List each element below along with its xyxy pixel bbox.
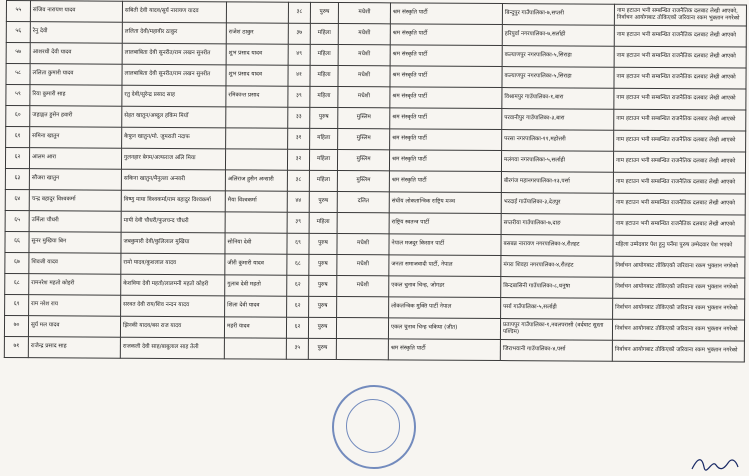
remark-cell: नाम हटाउन भनी सम्बन्धित राजनैतिक दलबाट लेखी आएको	[614, 67, 746, 89]
group-cell	[336, 318, 388, 339]
parents-names-cell: विष्णु माया विश्वकर्मा/राम बहादुर विश्वकर्मा	[121, 190, 225, 212]
remark-cell: निर्वाचन आयोगबाट तोकिएको जरिवाना रकम भुक्तान नगरेको	[612, 340, 744, 362]
party-name-cell: राष्ट्रिय स्वतन्त्र पार्टी	[389, 213, 501, 235]
serial-number-cell: ५५	[6, 1, 30, 22]
serial-number-cell: ५८	[6, 64, 30, 85]
remark-cell: महिला उम्मेदवार पेश हुनु पर्नेमा पुरुष उम्मेदवार पेश भएको	[613, 235, 745, 257]
parents-names-cell: राजकली देवी साह/बाबुलाल साह तेली	[120, 337, 224, 359]
age-cell: ३३	[288, 107, 310, 128]
group-cell: मधेशी	[338, 45, 390, 66]
serial-number-cell: ५९	[6, 85, 30, 106]
gender-cell: महिला	[310, 44, 338, 65]
address-cell: हरिपुर्वा नगरपालिका-७,सर्लाही	[502, 25, 614, 47]
serial-number-cell: ७१	[4, 336, 28, 357]
group-cell	[337, 213, 389, 234]
party-name-cell: एकल चुनाव चिन्ह, जोगडर	[389, 276, 501, 298]
address-cell: कल्याणपुर नगरपालिका-५,सिराहा	[502, 46, 614, 68]
serial-number-cell: ६३	[5, 168, 29, 189]
spouse-name-cell	[225, 212, 287, 233]
group-cell: मुस्लिम	[337, 150, 389, 171]
address-cell: बिन्दुपुर गाउँपालिका-७,सप्तरी	[502, 4, 614, 26]
gender-cell: महिला	[309, 170, 337, 191]
party-name-cell: श्रम संस्कृति पार्टी	[390, 129, 502, 151]
age-cell: ६८	[287, 254, 309, 275]
parents-names-cell: जबकुमारी देवी/कुलिलाल मुखिया	[121, 232, 225, 254]
remark-cell: नाम हटाउन भनी सम्बन्धित राजनैतिक दलबाट लेखी आएको	[613, 172, 745, 194]
candidate-name-cell: आलम आरा	[29, 148, 121, 170]
gender-cell: पुरुष	[309, 275, 337, 296]
serial-number-cell: ६५	[5, 210, 29, 231]
address-cell: परसा नगरपालिका-११,महोत्तरी	[502, 130, 614, 152]
address-cell: बीरगंज महानगरपालिका-१३,पर्सा	[501, 172, 613, 194]
party-name-cell: श्रम संस्कृति पार्टी	[388, 339, 500, 361]
group-cell: मधेशी	[337, 234, 389, 255]
gender-cell: महिला	[310, 65, 338, 86]
address-cell: विश्रामपुर गाउँपालिका-१,बारा	[502, 88, 614, 110]
candidate-name-cell: सुर्य मल यादव	[28, 316, 120, 338]
remark-cell: नाम हटाउन भनी सम्बन्धित राजनैतिक दलबाट लेखी आएको	[614, 109, 746, 131]
candidate-name-cell: जहाङ्गत हुसेन हवारी	[30, 106, 122, 128]
candidate-name-cell: चन्द्र बहादुर विश्वकर्मा	[29, 190, 121, 212]
candidate-name-cell: सौजरा खातुन	[29, 169, 121, 191]
remark-cell: निर्वाचन आयोगबाट तोकिएको जरिवाना रकम भुक्तान नगरेको	[613, 298, 745, 320]
signature	[690, 455, 740, 473]
serial-number-cell: ६७	[5, 252, 29, 273]
group-cell	[337, 297, 389, 318]
group-cell	[336, 339, 388, 360]
party-name-cell: नेपाल मजदुर किसान पार्टी	[389, 234, 501, 256]
group-cell: मधेशी	[338, 66, 390, 87]
remark-cell: निर्वाचन आयोगबाट तोकिएको जरिवाना रकम भुक्तान नगरेको	[613, 277, 745, 299]
spouse-name-cell: शुभ प्रसाद यादव	[226, 44, 288, 65]
address-cell: मंगरा शिवहा नगरपालिका-४,रौतहट	[501, 256, 613, 278]
gender-cell: पुरुष	[309, 191, 337, 212]
address-cell: मलंगवा नगरपालिका-५,सर्लाही	[501, 151, 613, 173]
age-cell: ३८	[288, 2, 310, 23]
candidate-name-cell: सुनर मुखिया बिन	[29, 232, 121, 254]
gender-cell: पुरुष	[308, 317, 336, 338]
party-name-cell: श्रम संस्कृति पार्टी	[390, 87, 502, 109]
serial-number-cell: ६१	[6, 127, 30, 148]
candidate-name-cell: राम नरेश राय	[29, 295, 121, 317]
address-cell: पर्सा गाउँपालिका-५,सर्लाही	[501, 298, 613, 320]
spouse-name-cell: गुलाब देवी महतो	[225, 275, 287, 296]
parents-names-cell: केशविया देवी महतो/लालमनी महतो कोइरी	[121, 274, 225, 296]
spouse-name-cell: जीरी कुमारी यादव	[225, 254, 287, 275]
spouse-name-cell	[225, 149, 287, 170]
spouse-name-cell: शुभ प्रसाद यादव	[226, 65, 288, 86]
group-cell: मधेशी	[337, 276, 389, 297]
parents-names-cell: रामो यादव/कुशलाल यादव	[121, 253, 225, 275]
party-name-cell: संघीय लोकतान्त्रिक राष्ट्रिय मञ्च	[389, 192, 501, 214]
spouse-name-cell	[224, 338, 286, 359]
candidate-table-body	[4, 1, 746, 363]
remark-cell: नाम हटाउन भनी सम्बन्धित राजनैतिक दलबाट लेखी आएको	[614, 46, 746, 68]
gender-cell: महिला	[310, 23, 338, 44]
gender-cell: पुरुष	[309, 254, 337, 275]
parents-names-cell: कैफुन खातुन/मो. जुमराती नदाफ	[122, 127, 226, 149]
age-cell: ३७	[288, 23, 310, 44]
gender-cell: महिला	[310, 86, 338, 107]
party-name-cell: श्रम संस्कृति पार्टी	[390, 3, 502, 25]
serial-number-cell: ६६	[5, 231, 29, 252]
address-cell: परवानीपुर गाउँपालिका-३,बारा	[502, 109, 614, 131]
candidate-name-cell: रामनरेश महतो कोइरी	[29, 274, 121, 296]
serial-number-cell: ६९	[5, 294, 29, 315]
serial-number-cell: ५७	[6, 43, 30, 64]
address-cell: प्रतापपुर गाउँपालिका-१,नवलपरासी (वर्दघाट सुस्ता पश्चिम)	[500, 319, 612, 341]
candidate-table	[4, 0, 747, 363]
remark-cell: निर्वाचन आयोगबाट तोकिएको जरिवाना रकम भुक्तान नगरेको	[613, 256, 745, 278]
age-cell: ३१	[288, 128, 310, 149]
spouse-name-cell: रमिकान्त प्रसाद	[226, 86, 288, 107]
parents-names-cell: झिनकी यादव/बस राज यादव	[120, 316, 224, 338]
group-cell: मधेशी	[338, 3, 390, 24]
gender-cell: पुरुष	[309, 233, 337, 254]
age-cell: ४९	[288, 44, 310, 65]
party-name-cell: एकल चुनाव चिन्ह चकिया (जीत)	[388, 318, 500, 340]
party-name-cell: श्रम संस्कृति पार्टी	[390, 108, 502, 130]
address-cell: जिराभवानी गाउँपालिका-४,पर्सा	[500, 340, 612, 362]
age-cell: ६२	[286, 317, 308, 338]
candidate-name-cell: राजेन्द्र प्रसाद साह	[28, 337, 120, 359]
address-cell: भरदाई गाउँपालिका-३,देउपुर	[501, 193, 613, 215]
group-cell: दलित	[337, 192, 389, 213]
candidate-name-cell: आशरथी देवी यादव	[30, 43, 122, 65]
candidate-name-cell: संजिव नारायण यादव	[30, 1, 122, 23]
address-cell: बसबन्न नारायण नगरपालिका-४,रौतहट	[501, 235, 613, 257]
parents-names-cell: सकिना खातुन/मैनुल्ला अन्सारी	[121, 169, 225, 191]
spouse-name-cell	[226, 128, 288, 149]
age-cell: ४४	[287, 191, 309, 212]
age-cell: ३८	[287, 170, 309, 191]
address-cell: कल्याणपुर नगरपालिका-५,सिराहा	[502, 67, 614, 89]
parents-names-cell: ललिता देवी/महावीर ठाकुर	[122, 22, 226, 44]
spouse-name-cell	[226, 107, 288, 128]
candidate-name-cell: रेनु देवी	[30, 22, 122, 44]
gender-cell: महिला	[309, 149, 337, 170]
age-cell: ३९	[288, 86, 310, 107]
remark-cell: नाम हटाउन भनी सम्बन्धित राजनैतिक दलबाट लेखी आएको	[613, 151, 745, 173]
parents-names-cell: लालबाबिता देवी सुनरीत/राम लखन सुनरीत	[122, 64, 226, 86]
age-cell: ३५	[286, 338, 308, 359]
group-cell: मुस्लिम	[338, 108, 390, 129]
group-cell: मुस्लिम	[337, 171, 389, 192]
parents-names-cell: सबिती देवी यादव/सुर्य नारायण यादव	[122, 1, 226, 23]
candidate-name-cell: रिया कुमारी साह	[30, 85, 122, 107]
remark-cell: नाम हटाउन भनी सम्बन्धित राजनैतिक दलबाट लेखी आएको	[614, 25, 746, 47]
party-name-cell: श्रम संस्कृति पार्टी	[390, 66, 502, 88]
age-cell: ६२	[287, 296, 309, 317]
spouse-name-cell: शिला देवी यादव	[225, 296, 287, 317]
party-name-cell: श्रम संस्कृति पार्टी	[390, 24, 502, 46]
serial-number-cell: ६४	[5, 189, 29, 210]
party-name-cell: लोकतन्त्रिक मुक्ति पार्टी नेपाल	[389, 297, 501, 319]
serial-number-cell: ५६	[6, 22, 30, 43]
candidate-name-cell: समिना खातुन	[30, 127, 122, 149]
party-name-cell: श्रम संस्कृति पार्टी	[389, 171, 501, 193]
remark-cell: नाम हटाउन भनी सम्बन्धित राजनैतिक दलबाट लेखी आएको	[613, 193, 745, 215]
age-cell: ६९	[287, 233, 309, 254]
parents-names-cell: गुलनहार बेगम/अल्फराज अलि मिया	[121, 148, 225, 170]
parents-names-cell: लालबाबिता देवी सुनरीत/राम लखन सुनरीत	[122, 43, 226, 65]
remark-cell: नाम हटाउन भनी सम्बन्धित राजनैतिक दलबाट लेखी आएको	[614, 130, 746, 152]
age-cell: ६२	[287, 275, 309, 296]
group-cell: मधेशी	[338, 24, 390, 45]
address-cell: बिन्दबासिनी गाउँपालिका-८,धनुषा	[501, 277, 613, 299]
spouse-name-cell: राजेश ठाकुर	[226, 23, 288, 44]
spouse-name-cell: महरी यादव	[224, 317, 286, 338]
table-row	[4, 336, 744, 362]
official-seal	[332, 385, 416, 469]
age-cell: ३२	[287, 149, 309, 170]
serial-number-cell: ६०	[6, 106, 30, 127]
gender-cell: महिला	[310, 128, 338, 149]
serial-number-cell: ७०	[4, 315, 28, 336]
serial-number-cell: ६२	[5, 148, 29, 169]
remark-cell: नाम हटाउन भनी सम्बन्धित राजनैतिक दलबाट लेखी आएको	[613, 214, 745, 236]
gender-cell: पुरुष	[309, 296, 337, 317]
address-cell: सप्तरीया गाउँपालिका-७,दाङ	[501, 214, 613, 236]
age-cell: ४१	[288, 65, 310, 86]
candidate-name-cell: शिवजी यादव	[29, 253, 121, 275]
gender-cell: पुरुष	[310, 107, 338, 128]
gender-cell: पुरुष	[310, 2, 338, 23]
group-cell: मुस्लिम	[338, 129, 390, 150]
parents-names-cell: रतु देवी/सुरेन्द्र प्रसाद साह	[122, 85, 226, 107]
gender-cell: महिला	[309, 212, 337, 233]
party-name-cell: श्रम संस्कृति पार्टी	[390, 45, 502, 67]
remark-cell: निर्वाचन आयोगबाट तोकिएको जरिवाना रकम भुक्तान नगरेको	[612, 319, 744, 341]
spouse-name-cell: सोनिया देवी	[225, 233, 287, 254]
candidate-name-cell: ललिता कुमारी यादव	[30, 64, 122, 86]
candidate-name-cell: उर्मिला चौधरी	[29, 211, 121, 233]
serial-number-cell: ६८	[5, 273, 29, 294]
parents-names-cell: मायी देवी चौधरी/फुलचन्द चौधरी	[121, 211, 225, 233]
remark-cell: नाम हटाउन भनी सम्बन्धित राजनैतिक दलबाट लेखी आएको	[614, 88, 746, 110]
group-cell: मधेशी	[338, 87, 390, 108]
party-name-cell: श्रम संस्कृति पार्टी	[389, 150, 501, 172]
spouse-name-cell	[226, 2, 288, 23]
remark-cell: नाम हटाउन भनी सम्बन्धित राजनैतिक दलबाट लेखी आएको, निर्वाचन आयोगबाट तोकिएको जरिवाना रकम भुक्तान नगरेको	[614, 4, 746, 26]
parents-names-cell: सरवत देवी राय/शिव नन्दन यादव	[121, 295, 225, 317]
party-name-cell: जनता समाजवादी पार्टी, नेपाल	[389, 255, 501, 277]
age-cell: ३९	[287, 212, 309, 233]
spouse-name-cell: मैया विश्वकर्मा	[225, 191, 287, 212]
parents-names-cell: सेहत खातुन/अब्दुल हकिम मियाँ	[122, 106, 226, 128]
gender-cell: पुरुष	[308, 338, 336, 359]
spouse-name-cell: अलिराज हुसैन अन्सारी	[225, 170, 287, 191]
group-cell: मधेशी	[337, 255, 389, 276]
